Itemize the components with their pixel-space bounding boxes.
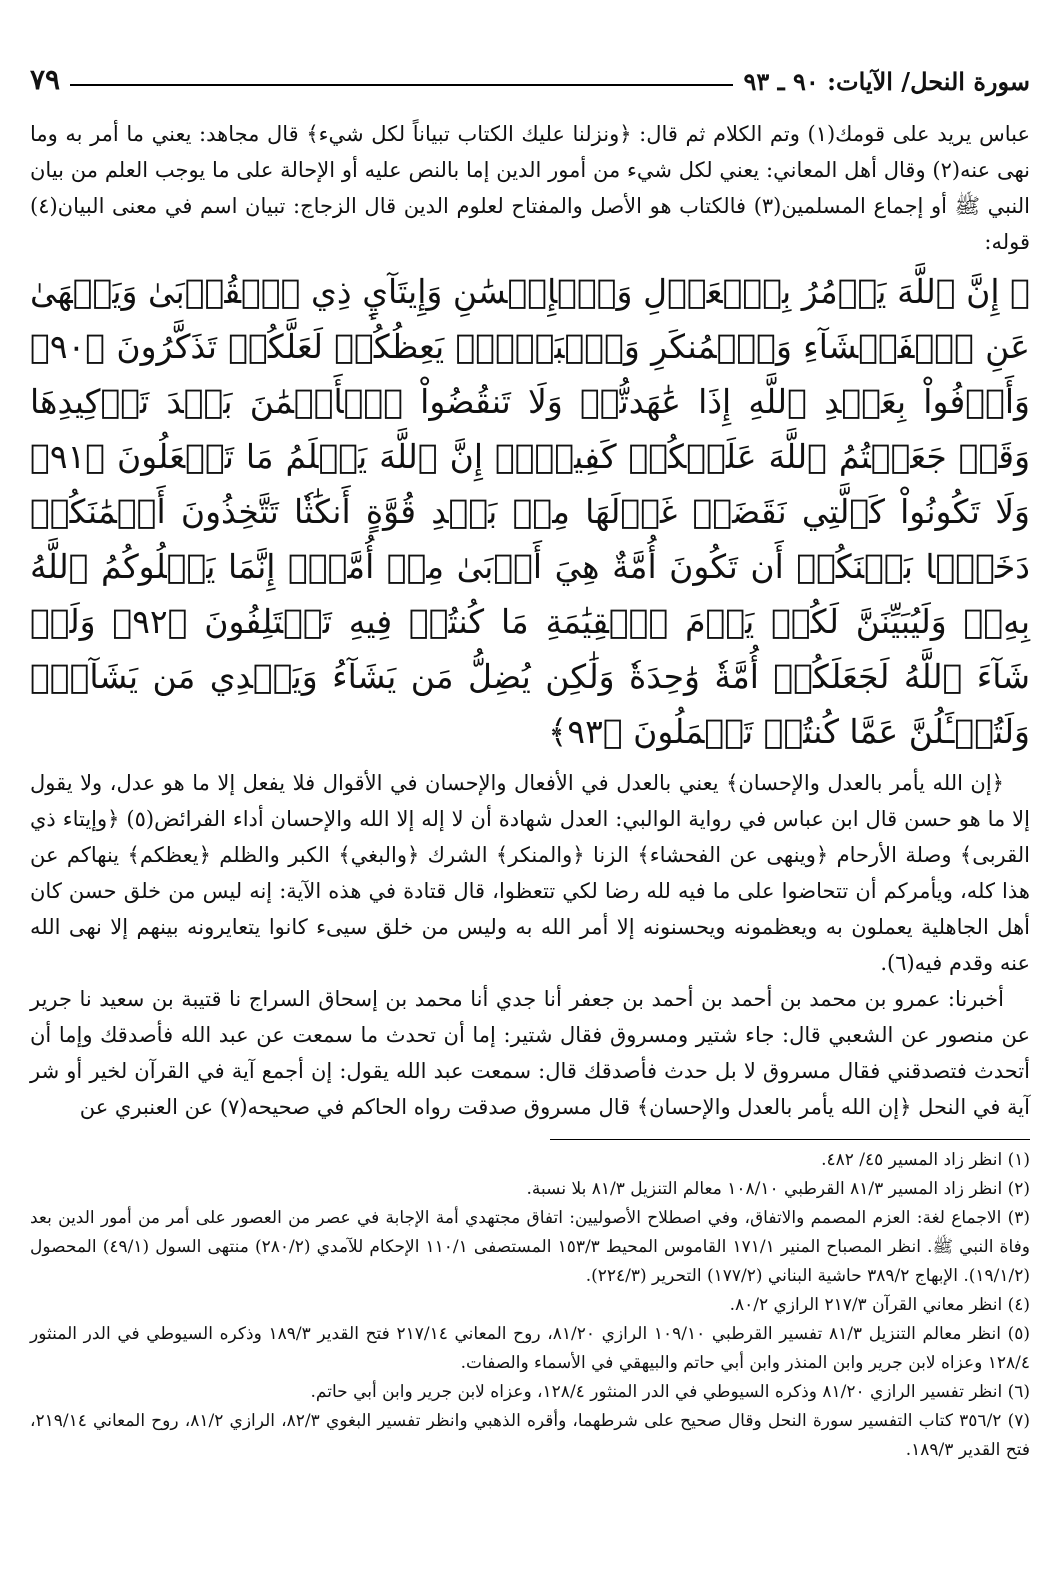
quran-verses: ﴿ إِنَّ ٱللَّهَ يَأۡمُرُ بِٱلۡعَدۡلِ وَٱلۡإِحۡسَٰنِ وَإِيتَآيِٕ ذِي ٱلۡقُرۡبَىٰ وَيَنۡهَىٰ عَنِ ٱلۡفَحۡشَآءِ وَٱلۡمُنكَرِ وَٱلۡبَغۡيِۚ يَعِظُكُمۡ لَعَلَّكُمۡ تَذَكَّرُونَ ﴿٩٠﴾ وَأَوۡفُواْ بِعَهۡدِ ٱللَّهِ إِذَا عَٰهَدتُّمۡ وَلَا تَنقُضُواْ ٱلۡأَيۡمَٰنَ بَعۡدَ تَوۡكِيدِهَا وَقَدۡ جَعَلۡتُمُ ٱللَّهَ عَلَيۡكُمۡ كَفِيلًاۚ إِنَّ ٱللَّهَ يَعۡلَمُ مَا تَفۡعَلُونَ ﴿٩١﴾ وَلَا تَكُونُواْ كَٱلَّتِي نَقَضَتۡ غَزۡلَهَا مِنۢ بَعۡدِ قُوَّةٍ أَنكَٰثٗا تَتَّخِذُونَ أَيۡمَٰنَكُمۡ دَخَلَۢا بَيۡنَكُمۡ أَن تَكُونَ أُمَّةٌ هِيَ أَرۡبَىٰ مِنۡ أُمَّةٍۚ إِنَّمَا يَبۡلُوكُمُ ٱللَّهُ بِهِۦۚ وَلَيُبَيِّنَنَّ لَكُمۡ يَوۡمَ ٱلۡقِيَٰمَةِ مَا كُنتُمۡ فِيهِ تَخۡتَلِفُونَ ﴿٩٢﴾ وَلَوۡ شَآءَ ٱللَّهُ لَجَعَلَكُمۡ أُمَّةٗ وَٰحِدَةٗ وَلَٰكِن يُضِلُّ مَن يَشَآءُ وَيَهۡدِي مَن يَشَآءُۚ وَلَتُسۡـَٔلُنَّ عَمَّا كُنتُمۡ تَعۡمَلُونَ ﴿٩٣﴾ bbox=[30, 272, 1030, 751]
footnote-3: (٣) الاجماع لغة: العزم المصمم والاتفاق، وفي اصطلاح الأصوليين: اتفاق مجتهدي أمة الإجابة في عصر من العصور على أمر من أمور الدين بعد وفاة النبي ﷺ. انظر المصباح المنير ١٧١/١ القاموس المحيط ١٥٣/٣ المستصفى ١١٠/١ الإحكام للآمدي (٢٨٠/٢) منتهى السول (٤٩/١) المحصول (١٩/١/٢). الإبهاج ٣٨٩/٢ حاشية البناني (١٧٧/٢) التحرير (٢٢٤/٣). bbox=[30, 1208, 1030, 1286]
running-header bbox=[30, 56, 1030, 96]
footnote-7: (٧) ٣٥٦/٢ كتاب التفسير سورة النحل وقال صحيح على شرطهما، وأقره الذهبي وانظر تفسير البغوي ٨٢/٣، الرازي ٨١/٢، روح المعاني ٢١٩/١٤، فتح القدير ١٨٩/٣. bbox=[30, 1411, 1030, 1460]
footnote-5: (٥) انظر معالم التنزيل ٨١/٣ تفسير القرطبي ١٠٩/١٠ الرازي ٨١/٢٠، روح المعاني ٢١٧/١٤ فتح القدير ١٨٩/٣ وذكره السيوطي في الدر المنثور ١٢٨/٤ وعزاه لابن جرير وابن المنذر وابن أبي حاتم والبيهقي في الأسماء والصفات. bbox=[30, 1324, 1031, 1373]
footnote-2: (٢) انظر زاد المسير ٨١/٣ القرطبي ١٠٨/١٠ معالم التنزيل ٨١/٣ بلا نسبة. bbox=[526, 1179, 1030, 1199]
tafsir-paragraph: ﴿إن الله يأمر بالعدل والإحسان﴾ يعني بالعدل في الأفعال والإحسان في الأقوال فلا يفعل إلا ما هو عدل، ولا يقول إلا ما هو حسن قال ابن عباس في رواية الوالبي: العدل شهادة أن لا إله إلا الله والإحسان أداء الفرائض(٥) ﴿وإيتاء ذي القربى﴾ وصلة الأرحام ﴿وينهى عن الفحشاء﴾ الزنا ﴿والمنكر﴾ الشرك ﴿والبغي﴾ الكبر والظلم ﴿يعظكم﴾ ينهاكم عن هذا كله، ويأمركم أن تتحاضوا على ما فيه لله رضا لكي تتعظوا، قال قتادة في هذه الآية: إنه ليس من خلق حسن كان أهل الجاهلية يعملون به ويعظمونه ويحسنونه إلا أمر الله به وليس من خلق سيىء كانوا يتعايرونه بينهم إلا نهى الله عنه وقدم فيه(٦). bbox=[30, 771, 1030, 975]
footnotes-list bbox=[30, 1146, 1030, 1465]
footnote-4: (٤) انظر معاني القرآن ٢١٧/٣ الرازي ٨٠/٢. bbox=[729, 1295, 1030, 1315]
header-title: سورة النحل/ الآيات: ٩٠ ـ ٩٣ bbox=[743, 67, 1030, 96]
footnote-separator bbox=[550, 1139, 1030, 1140]
isnad-paragraph: أخبرنا: عمرو بن محمد بن أحمد بن أحمد بن جعفر أنا جدي أنا محمد بن إسحاق السراج نا قتيبة بن سعيد نا جرير عن منصور عن الشعبي قال: جاء شتير ومسروق فقال شتير: إما أن تحدث ما سمعت عن عبد الله فأصدقك وإما أن أتحدث فتصدقني فقال مسروق لا بل حدث فأصدقك قال: سمعت عبد الله يقول: إن أجمع آية في القرآن لخير أو شر آية في النحل ﴿إن الله يأمر بالعدل والإحسان﴾ قال مسروق صدقت رواه الحاكم في صحيحه(٧) عن العنبري عن bbox=[30, 987, 1030, 1119]
page-number: ٧٩ bbox=[30, 63, 61, 96]
intro-paragraph: عباس يريد على قومك(١) وتم الكلام ثم قال: ﴿ونزلنا عليك الكتاب تبياناً لكل شيء﴾ قال مجاهد: يعني ما أمر به وما نهى عنه(٢) وقال أهل المعاني: يعني لكل شيء من أمور الدين إما بالنص عليه أو الإحالة على ما يوجب العلم من بيان النبي ﷺ أو إجماع المسلمين(٣) فالكتاب هو الأصل والمفتاح لعلوم الدين قال الزجاج: تبيان اسم في معنى البيان(٤) قوله: bbox=[30, 122, 1030, 254]
footnote-1: (١) انظر زاد المسير ٤٥/ ٤٨٢. bbox=[821, 1150, 1030, 1170]
header-rule bbox=[70, 84, 733, 86]
footnote-6: (٦) انظر تفسير الرازي ٨١/٢٠ وذكره السيوطي في الدر المنثور ١٢٨/٤، وعزاه لابن جرير وابن أبي حاتم. bbox=[310, 1382, 1030, 1402]
book-page bbox=[30, 56, 1030, 1465]
